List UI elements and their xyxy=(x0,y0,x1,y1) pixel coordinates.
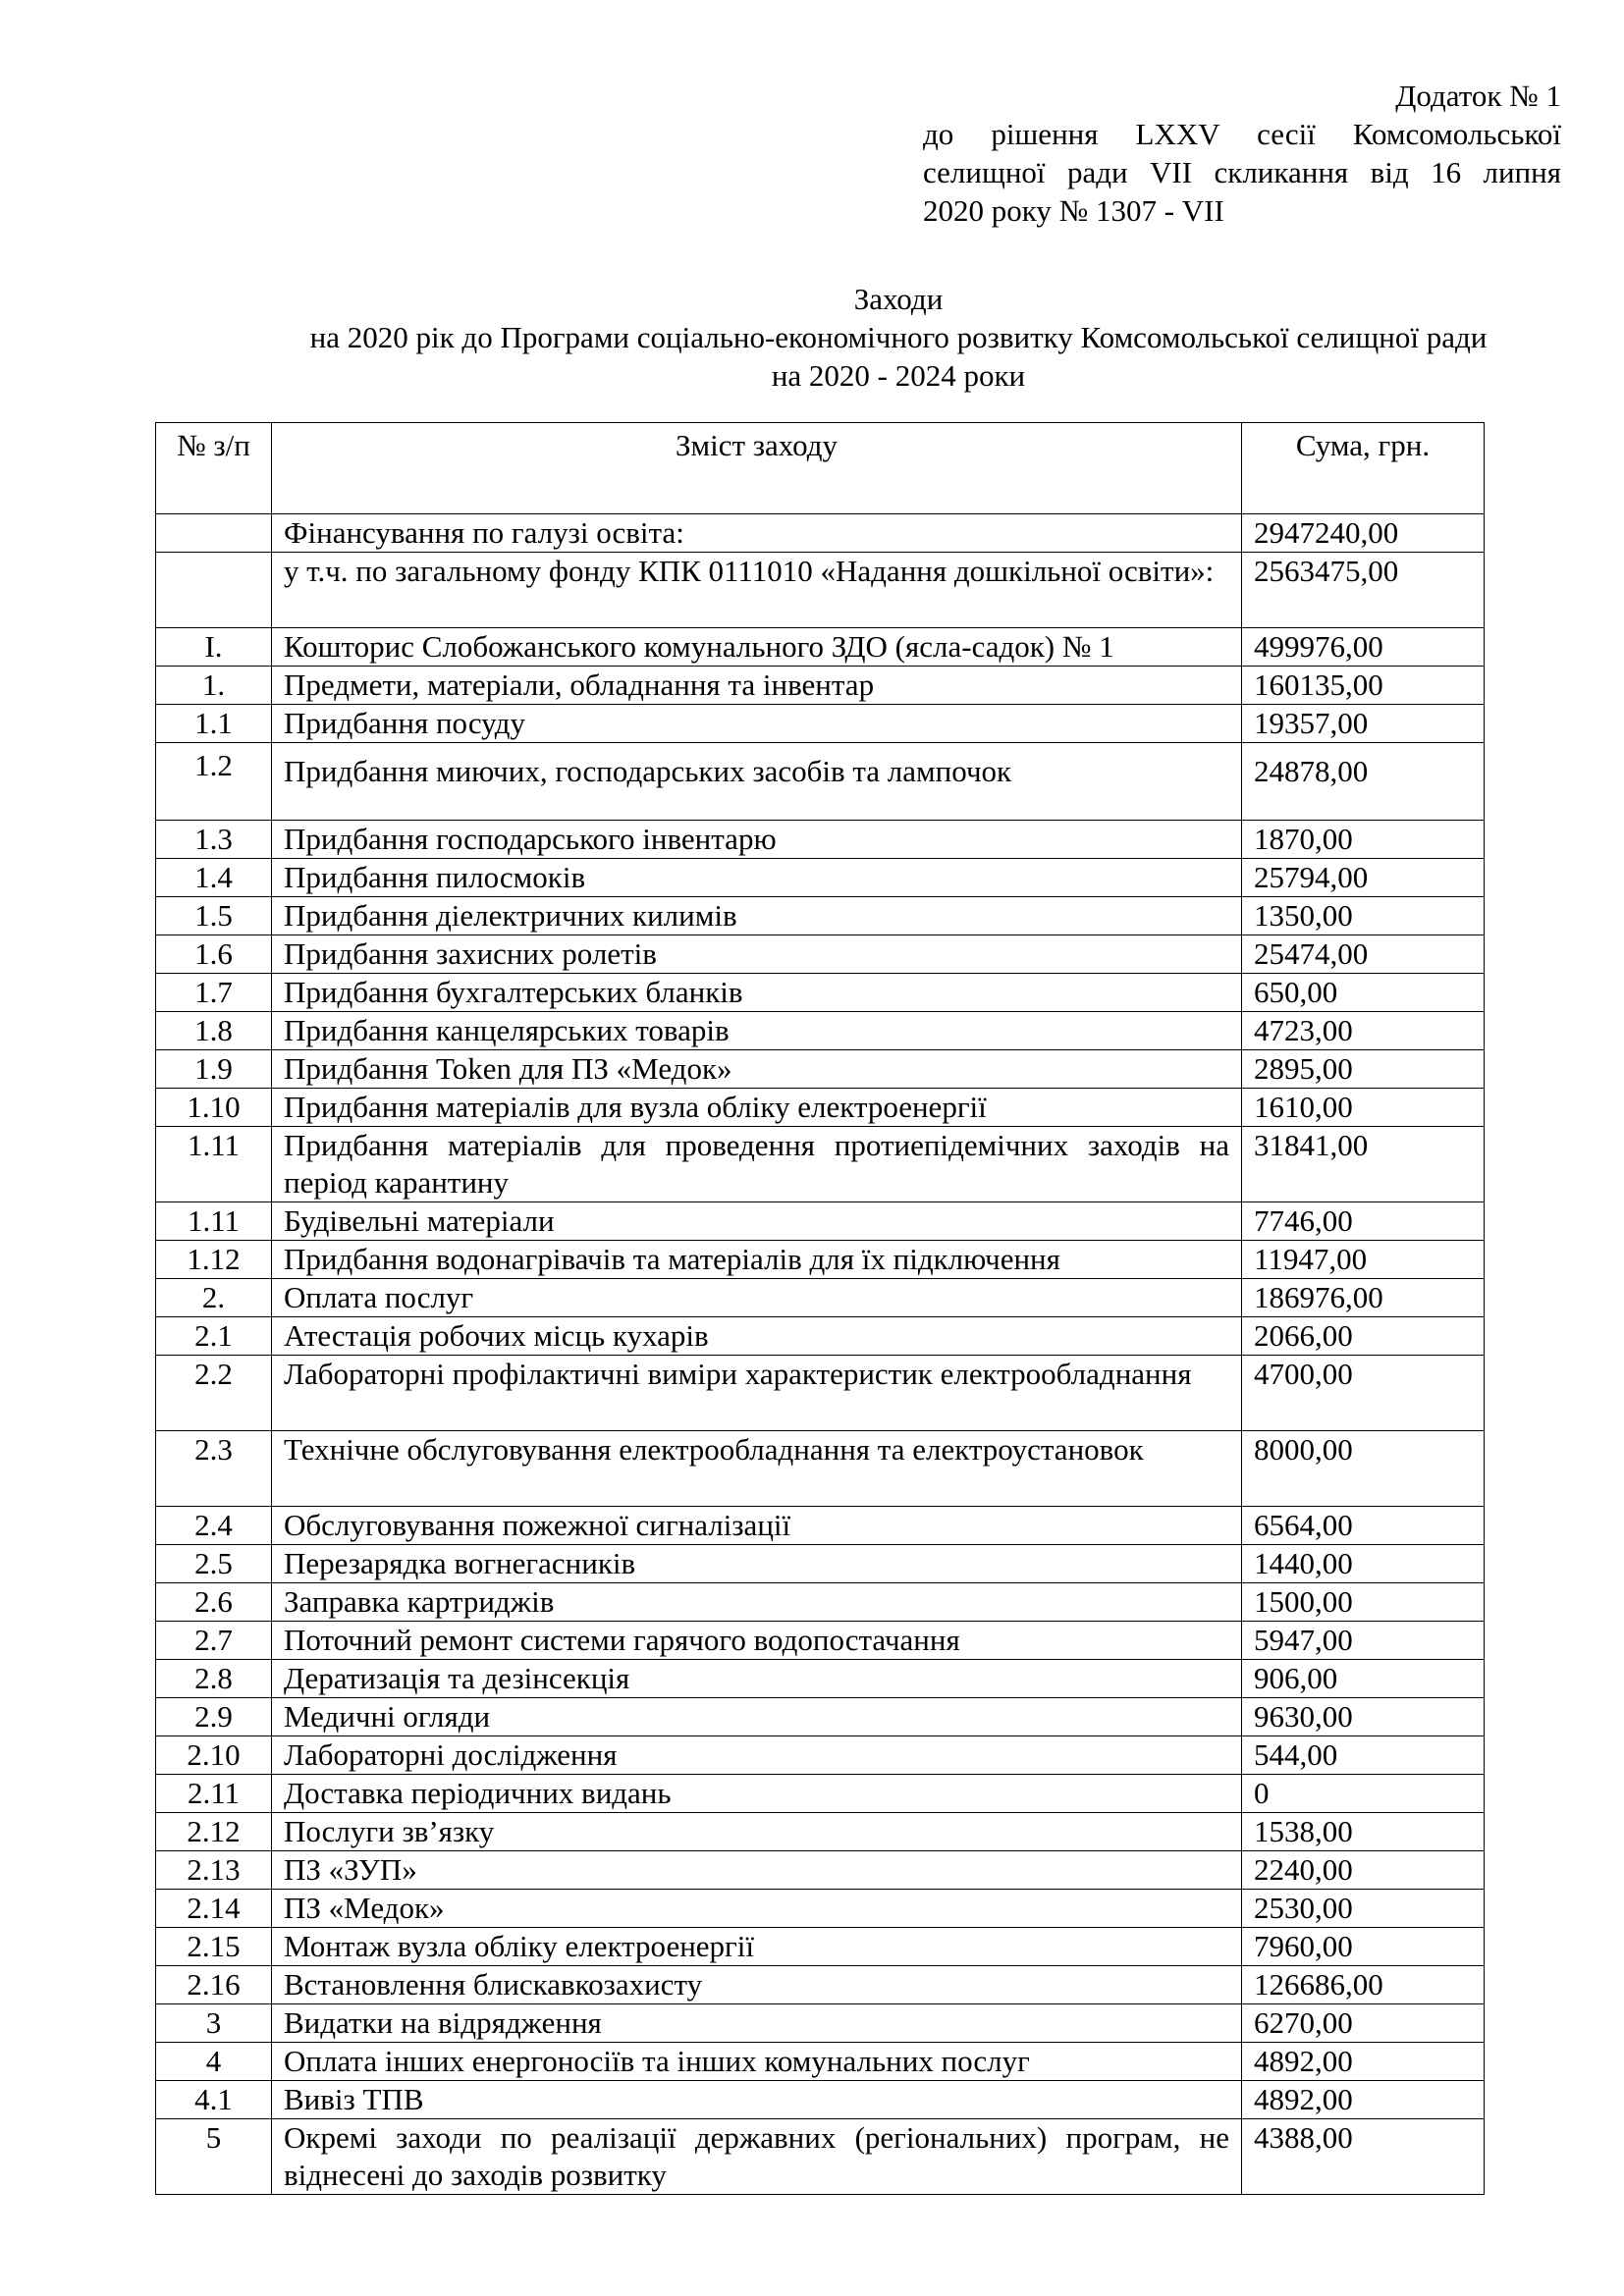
table-row xyxy=(156,974,1485,1012)
row-number-cell: 1.12 xyxy=(156,1241,272,1279)
row-number-cell: 1.5 xyxy=(156,897,272,935)
row-number-cell: 2.3 xyxy=(156,1431,272,1507)
row-sum-cell: 11947,00 xyxy=(1242,1241,1485,1279)
row-sum-cell: 19357,00 xyxy=(1242,705,1485,743)
row-sum-cell: 1350,00 xyxy=(1242,897,1485,935)
table-row xyxy=(156,1775,1485,1813)
row-description-cell: Поточний ремонт системи гарячого водопостачання xyxy=(272,1622,1242,1660)
table-row xyxy=(156,1698,1485,1736)
table-row xyxy=(156,1622,1485,1660)
row-sum-cell: 6564,00 xyxy=(1242,1507,1485,1545)
row-number-cell: 4.1 xyxy=(156,2081,272,2119)
row-number-cell: 2.11 xyxy=(156,1775,272,1813)
row-description-cell: Предмети, матеріали, обладнання та інвентар xyxy=(272,667,1242,705)
row-number-cell: 5 xyxy=(156,2119,272,2195)
row-number-cell: 2.12 xyxy=(156,1813,272,1851)
row-sum-cell: 8000,00 xyxy=(1242,1431,1485,1507)
row-description-cell: Оплата послуг xyxy=(272,1279,1242,1317)
row-number-cell xyxy=(156,514,272,553)
table-row xyxy=(156,628,1485,667)
table-row xyxy=(156,2043,1485,2081)
row-number-cell: 2.16 xyxy=(156,1966,272,2004)
table-row xyxy=(156,1127,1485,1202)
document-heading xyxy=(245,280,1551,395)
row-description-cell: у т.ч. по загальному фонду КПК 0111010 «Надання дошкільної освіти»: xyxy=(272,553,1242,628)
appendix-line: 2020 року № 1307 - VII xyxy=(923,193,1224,228)
appendix-title: Додаток № 1 xyxy=(1395,79,1561,113)
row-number-cell: 2.2 xyxy=(156,1356,272,1431)
row-sum-cell: 1870,00 xyxy=(1242,821,1485,859)
row-number-cell: 1.11 xyxy=(156,1202,272,1241)
row-sum-cell: 2563475,00 xyxy=(1242,553,1485,628)
row-sum-cell: 2066,00 xyxy=(1242,1317,1485,1356)
table-row xyxy=(156,2119,1485,2195)
table-row xyxy=(156,1202,1485,1241)
row-sum-cell: 1500,00 xyxy=(1242,1583,1485,1622)
table-row xyxy=(156,1890,1485,1928)
row-number-cell: 3 xyxy=(156,2004,272,2043)
table-row xyxy=(156,1583,1485,1622)
table-row xyxy=(156,2004,1485,2043)
row-description-cell: Придбання господарського інвентарю xyxy=(272,821,1242,859)
table-row xyxy=(156,1507,1485,1545)
row-number-cell: 1.8 xyxy=(156,1012,272,1050)
row-sum-cell: 25794,00 xyxy=(1242,859,1485,897)
row-sum-cell: 906,00 xyxy=(1242,1660,1485,1698)
row-description-cell: Оплата інших енергоносіїв та інших комунальних послуг xyxy=(272,2043,1242,2081)
header-sum: Сума, грн. xyxy=(1242,423,1485,514)
row-description-cell: Монтаж вузла обліку електроенергії xyxy=(272,1928,1242,1966)
table-row xyxy=(156,859,1485,897)
table-row xyxy=(156,1966,1485,2004)
table-row xyxy=(156,1089,1485,1127)
row-sum-cell: 2895,00 xyxy=(1242,1050,1485,1089)
row-description-cell: ПЗ «Медок» xyxy=(272,1890,1242,1928)
table-row xyxy=(156,897,1485,935)
row-number-cell: 2.7 xyxy=(156,1622,272,1660)
row-description-cell: Придбання посуду xyxy=(272,705,1242,743)
row-number-cell: 2.10 xyxy=(156,1736,272,1775)
row-description-cell: Технічне обслуговування електрообладнання та електроустановок xyxy=(272,1431,1242,1507)
row-sum-cell: 7960,00 xyxy=(1242,1928,1485,1966)
row-description-cell: Придбання матеріалів для проведення протиепідемічних заходів на період карантину xyxy=(272,1127,1242,1202)
row-sum-cell: 126686,00 xyxy=(1242,1966,1485,2004)
row-number-cell: 2.14 xyxy=(156,1890,272,1928)
row-number-cell: I. xyxy=(156,628,272,667)
row-number-cell: 2.6 xyxy=(156,1583,272,1622)
row-number-cell: 4 xyxy=(156,2043,272,2081)
row-number-cell: 1.11 xyxy=(156,1127,272,1202)
row-number-cell: 1. xyxy=(156,667,272,705)
table-row xyxy=(156,1012,1485,1050)
row-sum-cell: 4723,00 xyxy=(1242,1012,1485,1050)
row-sum-cell: 544,00 xyxy=(1242,1736,1485,1775)
measures-table xyxy=(155,422,1485,2195)
row-description-cell: Придбання Token для ПЗ «Медок» xyxy=(272,1050,1242,1089)
row-sum-cell: 7746,00 xyxy=(1242,1202,1485,1241)
row-description-cell: Кошторис Слобожанського комунального ЗДО (ясла-садок) № 1 xyxy=(272,628,1242,667)
row-description-cell: Медичні огляди xyxy=(272,1698,1242,1736)
row-description-cell: Атестація робочих місць кухарів xyxy=(272,1317,1242,1356)
row-sum-cell: 4892,00 xyxy=(1242,2043,1485,2081)
row-number-cell: 1.3 xyxy=(156,821,272,859)
header-desc: Зміст заходу xyxy=(272,423,1242,514)
row-number-cell: 1.7 xyxy=(156,974,272,1012)
row-sum-cell: 1610,00 xyxy=(1242,1089,1485,1127)
row-description-cell: Видатки на відрядження xyxy=(272,2004,1242,2043)
table-row xyxy=(156,1545,1485,1583)
row-sum-cell: 6270,00 xyxy=(1242,2004,1485,2043)
table-row xyxy=(156,1279,1485,1317)
row-sum-cell: 9630,00 xyxy=(1242,1698,1485,1736)
table-row xyxy=(156,667,1485,705)
row-sum-cell: 2240,00 xyxy=(1242,1851,1485,1890)
row-description-cell: Дератизація та дезінсекція xyxy=(272,1660,1242,1698)
table-row xyxy=(156,743,1485,821)
row-sum-cell: 1440,00 xyxy=(1242,1545,1485,1583)
table-row xyxy=(156,1356,1485,1431)
table-row xyxy=(156,514,1485,553)
row-description-cell: Придбання пилосмоків xyxy=(272,859,1242,897)
row-number-cell: 2.1 xyxy=(156,1317,272,1356)
row-number-cell: 2.15 xyxy=(156,1928,272,1966)
row-sum-cell: 1538,00 xyxy=(1242,1813,1485,1851)
row-description-cell: Доставка періодичних видань xyxy=(272,1775,1242,1813)
row-number-cell: 2.4 xyxy=(156,1507,272,1545)
row-description-cell: Послуги зв’язку xyxy=(272,1813,1242,1851)
row-description-cell: Перезарядка вогнегасників xyxy=(272,1545,1242,1583)
table-header-row xyxy=(156,423,1485,514)
row-description-cell: Окремі заходи по реалізації державних (регіональних) програм, не віднесені до заходів розвитку xyxy=(272,2119,1242,2195)
row-description-cell: Заправка картриджів xyxy=(272,1583,1242,1622)
table-row xyxy=(156,553,1485,628)
table-row xyxy=(156,1431,1485,1507)
table-row xyxy=(156,1736,1485,1775)
row-sum-cell: 650,00 xyxy=(1242,974,1485,1012)
row-description-cell: Придбання діелектричних килимів xyxy=(272,897,1242,935)
row-sum-cell: 4388,00 xyxy=(1242,2119,1485,2195)
row-description-cell: Придбання канцелярських товарів xyxy=(272,1012,1242,1050)
row-number-cell: 2.13 xyxy=(156,1851,272,1890)
table-row xyxy=(156,705,1485,743)
row-number-cell: 1.6 xyxy=(156,935,272,974)
table-row xyxy=(156,2081,1485,2119)
row-description-cell: Придбання бухгалтерських бланків xyxy=(272,974,1242,1012)
row-sum-cell: 31841,00 xyxy=(1242,1127,1485,1202)
table-row xyxy=(156,1241,1485,1279)
row-number-cell: 1.9 xyxy=(156,1050,272,1089)
row-description-cell: Лабораторні дослідження xyxy=(272,1736,1242,1775)
row-sum-cell: 25474,00 xyxy=(1242,935,1485,974)
row-number-cell: 2. xyxy=(156,1279,272,1317)
row-description-cell: Придбання миючих, господарських засобів та лампочок xyxy=(272,743,1242,821)
table-row xyxy=(156,1813,1485,1851)
row-sum-cell: 160135,00 xyxy=(1242,667,1485,705)
row-sum-cell: 2947240,00 xyxy=(1242,514,1485,553)
row-number-cell xyxy=(156,553,272,628)
row-number-cell: 2.9 xyxy=(156,1698,272,1736)
row-sum-cell: 4700,00 xyxy=(1242,1356,1485,1431)
row-description-cell: Вивіз ТПВ xyxy=(272,2081,1242,2119)
row-number-cell: 1.4 xyxy=(156,859,272,897)
row-description-cell: Придбання матеріалів для вузла обліку електроенергії xyxy=(272,1089,1242,1127)
heading-line-3: на 2020 - 2024 роки xyxy=(771,358,1026,393)
row-description-cell: Обслуговування пожежної сигналізації xyxy=(272,1507,1242,1545)
row-sum-cell: 24878,00 xyxy=(1242,743,1485,821)
row-description-cell: Встановлення блискавкозахисту xyxy=(272,1966,1242,2004)
row-description-cell: Придбання водонагрівачів та матеріалів для їх підключення xyxy=(272,1241,1242,1279)
row-sum-cell: 186976,00 xyxy=(1242,1279,1485,1317)
row-description-cell: Фінансування по галузі освіта: xyxy=(272,514,1242,553)
row-number-cell: 1.10 xyxy=(156,1089,272,1127)
table-body xyxy=(156,514,1485,2195)
row-number-cell: 2.8 xyxy=(156,1660,272,1698)
row-description-cell: Придбання захисних ролетів xyxy=(272,935,1242,974)
table-row xyxy=(156,935,1485,974)
row-sum-cell: 5947,00 xyxy=(1242,1622,1485,1660)
table-row xyxy=(156,1851,1485,1890)
table-row xyxy=(156,1317,1485,1356)
appendix-line: селищної ради VII скликання від 16 липня xyxy=(923,155,1561,189)
table-row xyxy=(156,1928,1485,1966)
row-number-cell: 2.5 xyxy=(156,1545,272,1583)
appendix-line: до рішення LXXV сесії Комсомольської xyxy=(923,117,1561,151)
table-row xyxy=(156,1660,1485,1698)
row-description-cell: ПЗ «ЗУП» xyxy=(272,1851,1242,1890)
row-sum-cell: 4892,00 xyxy=(1242,2081,1485,2119)
row-description-cell: Лабораторні профілактичні виміри характеристик електрообладнання xyxy=(272,1356,1242,1431)
row-description-cell: Будівельні матеріали xyxy=(272,1202,1242,1241)
appendix-block xyxy=(923,77,1561,230)
row-sum-cell: 0 xyxy=(1242,1775,1485,1813)
heading-line-1: Заходи xyxy=(853,282,944,316)
table-row xyxy=(156,821,1485,859)
row-number-cell: 1.2 xyxy=(156,743,272,821)
row-sum-cell: 499976,00 xyxy=(1242,628,1485,667)
table-row xyxy=(156,1050,1485,1089)
row-sum-cell: 2530,00 xyxy=(1242,1890,1485,1928)
heading-line-2: на 2020 рік до Програми соціально-економічного розвитку Комсомольської селищної ради xyxy=(309,320,1488,354)
header-num: № з/п xyxy=(156,423,272,514)
row-number-cell: 1.1 xyxy=(156,705,272,743)
